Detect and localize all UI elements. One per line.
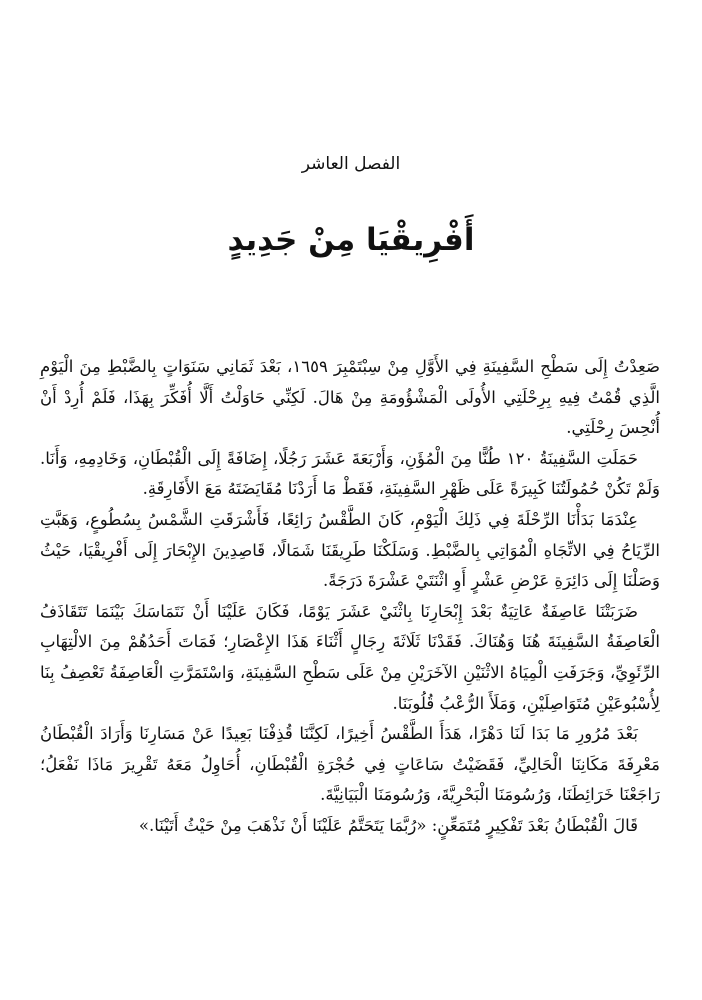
chapter-number-label: الفصل العاشر [301, 154, 401, 174]
chapter-body [40, 352, 660, 842]
paragraph-6: قَالَ الْقُبْطَانُ بَعْدَ تَفْكِيرٍ مُتَمَعِّنٍ: «رُبَّمَا يَتَحَتَّمُ عَلَيْنَا أَنْ نَذْهَبَ مِنْ حَيْثُ أَتَيْنَا.» [138, 815, 638, 835]
chapter-title: أَفْرِيقْيَا مِنْ جَدِيدٍ [227, 222, 475, 258]
paragraph-3: عِنْدَمَا بَدَأْنَا الرِّحْلَةَ فِي ذَلِكَ الْيَوْمِ، كَانَ الطَّقْسُ رَائِعًا، فَأَشْرَقَتِ الشَّمْسُ بِسُطُوعٍ، وَهَبَّتِ الرِّيَاحُ فِي الاتِّجَاهِ الْمُوَاتِي بِالضَّبْطِ. وَسَلَكْنَا طَرِيقَنَا شَمَالًا، قَاصِدِينَ الإِبْحَارَ إِلَى أَفْرِيقْيَا، حَيْثُ وَصَلْنَا إِلَى دَائِرَةِ عَرْضِ عَشْرٍ أَوِ اثْنَتَيْ عَشْرَةَ دَرَجَةً. [40, 509, 660, 591]
paragraph-5: بَعْدَ مُرُورِ مَا بَدَا لَنَا دَهْرًا، هَدَأَ الطَّقْسُ أَخِيرًا، لَكِنَّنَا قُذِفْنَا بَعِيدًا عَنْ مَسَارِنَا وَأَرَادَ الْقُبْطَانُ مَعْرِفَةَ مَكَانِنَا الْحَالِيِّ، فَقَضَيْتُ سَاعَاتٍ فِي حُجْرَةِ الْقُبْطَانِ، أُحَاوِلُ مَعَهُ تَقْرِيرَ مَاذَا نَفْعَلُ؛ رَاجَعْنَا خَرَائِطَنَا، وَرُسُومَنَا الْبَحْرِيَّةَ، وَرُسُومَنَا الْبَيَانِيَّةَ. [40, 724, 660, 805]
paragraph-2: حَمَلَتِ السَّفِينَةُ ١٢٠ طُنًّا مِنَ الْمُؤَنِ، وَأَرْبَعَةَ عَشَرَ رَجُلًا، إِضَافَةً إِلَى الْقُبْطَانِ، وَخَادِمِهِ، وَأَنَا. وَلَمْ تَكُنْ حُمُولَتُنَا كَبِيرَةً عَلَى ظَهْرِ السَّفِينَةِ، فَقَطْ مَا أَرَدْنَا مُقَايَضَتَهُ مَعَ الأَفَارِقَةِ. [40, 448, 660, 499]
paragraph-4: ضَرَبَتْنَا عَاصِفَةٌ عَاتِيَةٌ بَعْدَ إِبْحَارِنَا بِاثْنَيْ عَشَرَ يَوْمًا، فَكَانَ عَلَيْنَا أَنْ نَتَمَاسَكَ بَيْنَمَا تَتَقَاذَفُ الْعَاصِفَةُ السَّفِينَةَ هُنَا وَهُنَاكَ. فَقَدْنَا ثَلَاثَةَ رِجَالٍ أَثْنَاءَ هَذَا الإِعْصَارِ؛ فَمَاتَ أَحَدُهُمْ مِنَ الالْتِهَابِ الرِّئَوِيِّ، وَجَرَفَتِ الْمِيَاهُ الاثْنَيْنِ الآخَرَيْنِ مِنْ عَلَى سَطْحِ السَّفِينَةِ، وَاسْتَمَرَّتِ الْعَاصِفَةُ تَعْصِفُ بِنَا لِأُسْبُوعَيْنِ مُتَوَاصِلَيْنِ، وَمَلَأَ الرُّعْبُ قُلُوبَنَا. [40, 601, 660, 713]
paragraph-1: صَعِدْتُ إِلَى سَطْحِ السَّفِينَةِ فِي الأَوَّلِ مِنْ سِبْتَمْبِرَ ١٦٥٩، بَعْدَ ثَمَانِي سَنَوَاتٍ بِالضَّبْطِ مِنَ الْيَوْمِ الَّذِي قُمْتُ فِيهِ بِرِحْلَتِي الأُولَى الْمَشْؤُومَةِ مِنْ هَالَ. لَكِنِّي حَاوَلْتُ أَلَّا أُفَكِّرَ بِهَذَا، فَلَمْ أُرِدْ أَنْ أُنْحِسَ رِحْلَتِي. [40, 357, 660, 438]
